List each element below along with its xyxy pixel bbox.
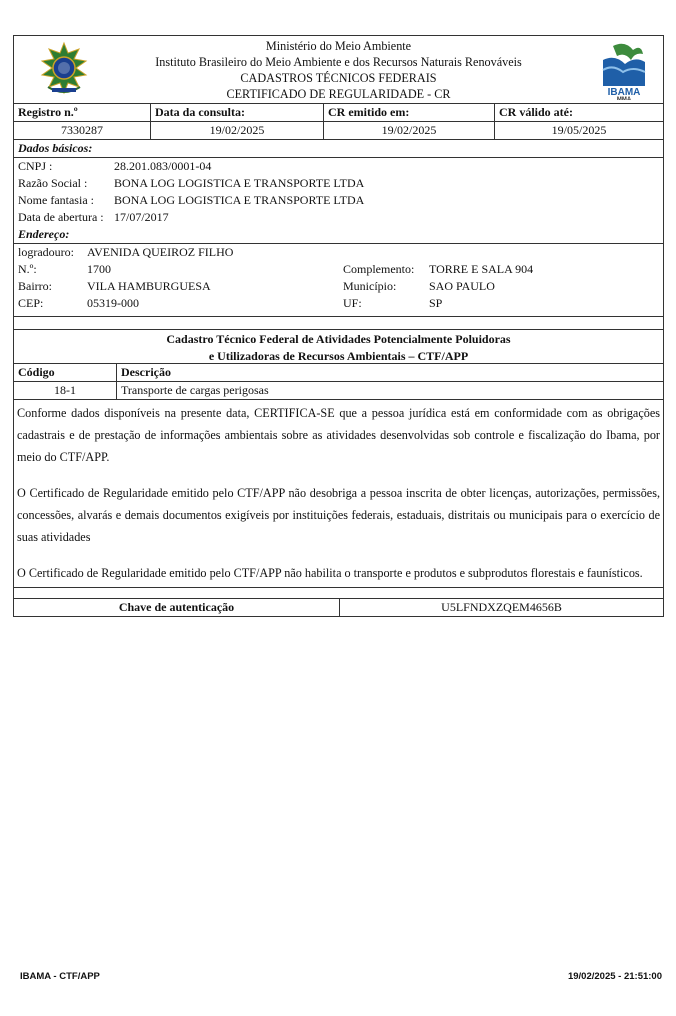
spacer: [14, 588, 663, 599]
razao-social-value: BONA LOG LOGISTICA E TRANSPORTE LTDA: [114, 176, 365, 190]
cr-emitido-label: CR emitido em:: [324, 104, 495, 121]
complemento-value: TORRE E SALA 904: [429, 262, 534, 276]
registro-value-row: [14, 122, 663, 140]
codigo-header: Código: [14, 364, 117, 381]
bairro-label: Bairro:: [18, 279, 52, 293]
data-abertura-label: Data de abertura :: [18, 210, 104, 224]
institute-title: Instituto Brasileiro do Meio Ambiente e dos Recursos Naturais Renováveis: [155, 55, 522, 69]
ministry-title: Ministério do Meio Ambiente: [265, 39, 412, 53]
descricao-value: Transporte de cargas perigosas: [121, 383, 269, 397]
endereco-title: Endereço:: [14, 226, 663, 244]
certification-text: [14, 400, 663, 588]
chave-label: Chave de autenticação: [14, 599, 340, 616]
certificate-title: CERTIFICADO DE REGULARIDADE - CR: [226, 87, 451, 101]
numero-value: 1700: [87, 262, 111, 276]
bairro-value: VILA HAMBURGUESA: [87, 279, 211, 293]
dados-basicos-title: Dados básicos:: [14, 140, 663, 158]
data-consulta-label: Data da consulta:: [151, 104, 324, 121]
razao-social-label: Razão Social :: [18, 176, 88, 190]
footer-timestamp: 19/02/2025 - 21:51:00: [567, 971, 662, 982]
paragraph-conformity: Conforme dados disponíveis na presente data, CERTIFICA-SE que a pessoa jurídica está em conformidade com as obrigações cadastrais e de prestação de informações ambientais sobre as atividades desenvolvidas sob controle e fiscalização do Ibama, por meio do CTF/APP.: [17, 406, 660, 464]
data-consulta-value: 19/02/2025: [151, 122, 324, 139]
dados-basicos-block: [14, 158, 663, 226]
activity-header-row: [14, 364, 663, 382]
svg-text:IBAMA: IBAMA: [607, 87, 641, 98]
municipio-value: SAO PAULO: [429, 279, 495, 293]
numero-label: N.º:: [18, 262, 37, 276]
logradouro-label: logradouro:: [18, 245, 74, 259]
brazil-coat-of-arms-icon: [36, 41, 92, 97]
uf-value: SP: [429, 296, 443, 310]
cr-valido-value: 19/05/2025: [551, 123, 607, 137]
spacer: [14, 317, 663, 330]
ibama-logo-icon: [595, 40, 649, 100]
cep-label: CEP:: [18, 296, 44, 310]
ctf-app-title: [14, 330, 663, 364]
descricao-header: Descrição: [121, 365, 171, 379]
paragraph-licenses: O Certificado de Regularidade emitido pelo CTF/APP não desobriga a pessoa inscrita de obter licenças, autorizações, permissões, concessões, alvarás e demais documentos exigíveis por instituições federais, estaduais, distritais ou municipais para o exercício de suas atividades: [17, 486, 660, 544]
registro-label: Registro n.º: [14, 104, 151, 121]
cr-emitido-value: 19/02/2025: [324, 122, 495, 139]
paragraph-transport: O Certificado de Regularidade emitido pelo CTF/APP não habilita o transporte e produtos e subprodutos florestais e faunísticos.: [17, 566, 643, 580]
cnpj-value: 28.201.083/0001-04: [114, 159, 212, 173]
ctf-title-line2: e Utilizadoras de Recursos Ambientais – CTF/APP: [208, 349, 469, 363]
registro-value: 7330287: [14, 122, 151, 139]
municipio-label: Município:: [343, 279, 397, 293]
endereco-block: [14, 244, 663, 317]
ctf-title-line1: Cadastro Técnico Federal de Atividades Potencialmente Poluidoras: [166, 332, 511, 346]
certificate-header: [14, 36, 663, 104]
codigo-value: 18-1: [14, 382, 117, 399]
data-abertura-value: 17/07/2017: [114, 210, 169, 224]
logradouro-value: AVENIDA QUEIROZ FILHO: [87, 245, 234, 259]
complemento-label: Complemento:: [343, 262, 415, 276]
nome-fantasia-label: Nome fantasia :: [18, 193, 94, 207]
cadastros-title: CADASTROS TÉCNICOS FEDERAIS: [240, 71, 437, 85]
chave-value: U5LFNDXZQEM4656B: [441, 600, 562, 614]
registro-header-row: [14, 104, 663, 122]
svg-text:MMA: MMA: [616, 97, 632, 100]
cr-valido-label: CR válido até:: [499, 105, 573, 119]
cep-value: 05319-000: [87, 296, 139, 310]
nome-fantasia-value: BONA LOG LOGISTICA E TRANSPORTE LTDA: [114, 193, 365, 207]
cnpj-label: CNPJ :: [18, 159, 53, 173]
authentication-row: [14, 599, 663, 616]
uf-label: UF:: [343, 296, 362, 310]
activity-row: [14, 382, 663, 400]
certificate-document: [13, 35, 664, 617]
footer-left: IBAMA - CTF/APP: [20, 971, 100, 982]
